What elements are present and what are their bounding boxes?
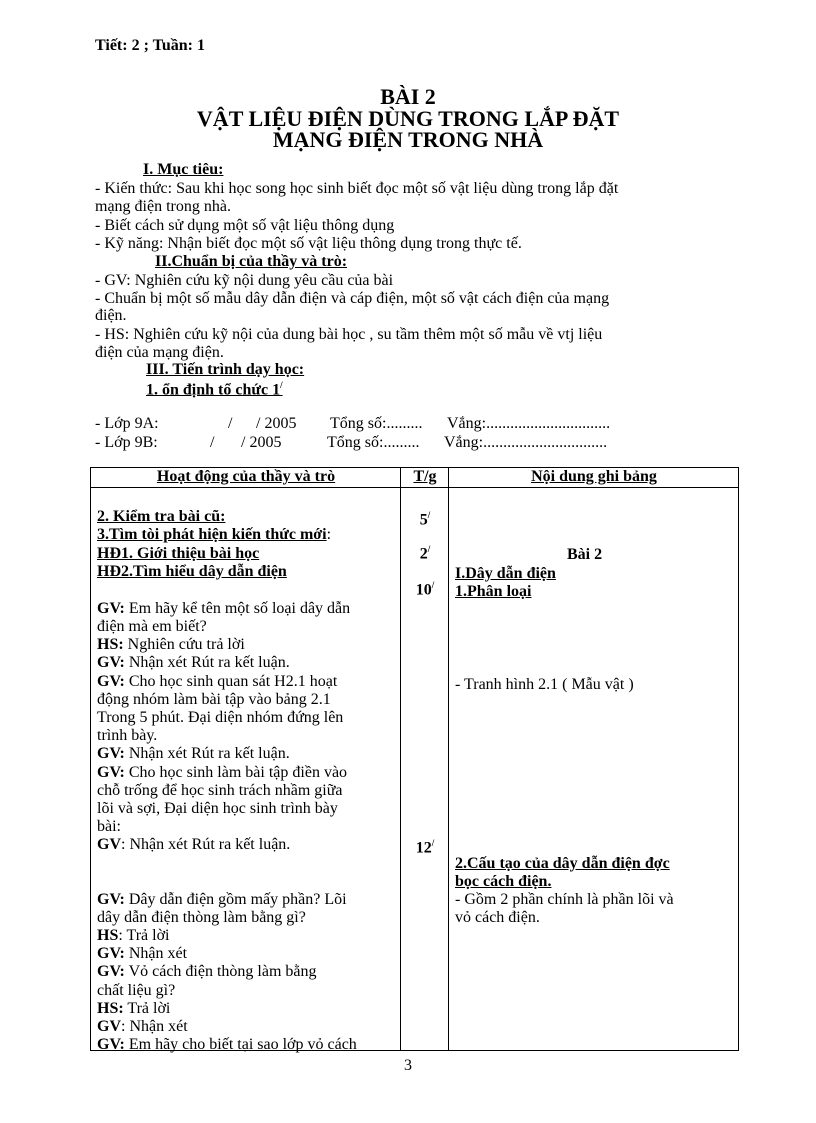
process-subheading: 1. ổn định tổ chức 1/	[146, 380, 283, 399]
board-section-wire: I.Dây dẫn điện	[455, 565, 556, 582]
process-heading: III. Tiến trình dạy học:	[146, 361, 305, 378]
student-line: HS: Nghiên cứu trả lời	[97, 636, 245, 653]
student-line: HS: Trả lời	[97, 927, 170, 944]
lesson-week: Tiết: 2 ; Tuần: 1	[95, 37, 205, 54]
teacher-line: GV: Nhận xét Rút ra kết luận.	[97, 836, 291, 853]
board-subsection-classification: 1.Phân loại	[455, 583, 532, 600]
teacher-line: động nhóm làm bài tập vào bảng 2.1	[97, 691, 331, 708]
table-header-activity: Hoạt động của thầy và trò	[91, 468, 401, 488]
preparation-line: - GV: Nghiên cứu kỹ nội dung yêu cầu của bài	[95, 272, 394, 289]
teacher-line: điện mà em biết?	[97, 618, 207, 635]
teacher-line: chất liệu gì?	[97, 982, 176, 999]
board-subsection-structure: 2.Cấu tạo của dây dẫn điện đợc	[455, 855, 670, 872]
teacher-line: GV: Nhận xét	[97, 945, 188, 962]
preparation-line: - HS: Nghiên cứu kỹ nội của dung bài học , su tầm thêm một số mẫu về vtj liệu	[95, 326, 603, 343]
board-lesson-title: Bài 2	[567, 546, 603, 563]
lesson-table	[90, 467, 739, 1051]
activity-cell	[91, 488, 401, 1051]
page-number: 3	[404, 1057, 412, 1074]
class-absent: Vắng:...............................	[447, 415, 611, 432]
class-date-slash: /	[210, 434, 215, 451]
teacher-line: GV: Nhận xét Rút ra kết luận.	[97, 745, 290, 762]
teacher-line: lõi và sợi, Đại diện học sinh trình bày	[97, 800, 338, 817]
teacher-line: GV: Nhận xét	[97, 1018, 188, 1035]
class-absent: Vắng:...............................	[444, 434, 608, 451]
board-note: - Tranh hình 2.1 ( Mẫu vật )	[455, 676, 634, 693]
class-total: Tổng số:.........	[327, 434, 420, 451]
preparation-line: điện.	[95, 307, 127, 324]
objective-line: - Kiến thức: Sau khi học song học sinh biết đọc một số vật liệu dùng trong lắp đặt	[95, 180, 619, 197]
activity-1-heading: HĐ1. Giới thiệu bài học	[97, 545, 260, 562]
teacher-line: chỗ trống để học sinh trách nhầm giữa	[97, 782, 343, 799]
teacher-line: GV: Em hãy kể tên một số loại dây dẫn	[97, 600, 351, 617]
time-value: 10/	[415, 580, 435, 599]
content-cell	[449, 488, 739, 1051]
class-total: Tổng số:.........	[330, 415, 423, 432]
title-line-1: VẬT LIỆU ĐIỆN DÙNG TRONG LẮP ĐẶT	[196, 106, 620, 131]
teacher-line: bài:	[97, 818, 121, 835]
table-header-time: T/g	[401, 468, 449, 488]
class-date: / 2005	[241, 434, 282, 451]
time-value: 12/	[415, 838, 435, 857]
board-subsection-structure: bọc cách điện.	[455, 873, 552, 890]
time-value: 2/	[419, 544, 431, 563]
student-line: HS: Trả lời	[97, 1000, 171, 1017]
preparation-line: điện của mạng điện.	[95, 344, 224, 361]
board-note: - Gồm 2 phần chính là phần lõi và	[455, 891, 674, 908]
preparation-line: - Chuẩn bị một số mẫu dây dẫn điện và cáp điện, một số vật cách điện của mạng	[95, 290, 610, 307]
teacher-line: GV: Dây dẫn điện gồm mấy phần? Lõi	[97, 891, 347, 908]
table-header-content: Nội dung ghi bảng	[449, 468, 739, 488]
board-note: vỏ cách điện.	[455, 909, 540, 926]
teacher-line: GV: Vỏ cách điện thòng làm bằng	[97, 963, 317, 980]
objective-line: - Kỹ năng: Nhận biết đọc một số vật liệu thông dụng trong thực tế.	[95, 235, 522, 252]
teacher-line: trình bày.	[97, 727, 158, 744]
activity-2-heading: HĐ2.Tìm hiểu dây dẫn điện	[97, 563, 287, 580]
teacher-line: GV: Nhận xét Rút ra kết luận.	[97, 654, 290, 671]
class-date: / 2005	[256, 415, 297, 432]
objective-line: mạng điện trong nhà.	[95, 198, 231, 215]
time-cell	[401, 488, 449, 1051]
old-lesson-check: 2. Kiểm tra bài cũ:	[97, 508, 226, 525]
time-value: 5/	[419, 510, 431, 529]
class-date-slash: /	[228, 415, 233, 432]
objectives-heading: I. Mục tiêu:	[143, 161, 224, 178]
class-name: - Lớp 9A:	[95, 415, 159, 432]
teacher-line: GV: Cho học sinh làm bài tập điền vào	[97, 764, 348, 781]
objective-line: - Biết cách sử dụng một số vật liệu thông dụng	[95, 217, 395, 234]
teacher-line: GV: Em hãy cho biết tại sao lớp vỏ cách	[97, 1036, 357, 1053]
class-name: - Lớp 9B:	[95, 434, 158, 451]
preparation-heading: II.Chuẩn bị của thầy và trò:	[155, 253, 348, 270]
title-line-2: MẠNG ĐIỆN TRONG NHÀ	[272, 127, 544, 152]
new-knowledge-heading: 3.Tìm tòi phát hiện kiến thức mới:	[97, 526, 332, 543]
teacher-line: Trong 5 phút. Đại diện nhóm đứng lên	[97, 709, 344, 726]
teacher-line: dây dẫn điện thòng làm bằng gì?	[97, 909, 306, 926]
lesson-number: BÀI 2	[380, 84, 436, 109]
teacher-line: GV: Cho học sinh quan sát H2.1 hoạt	[97, 673, 338, 690]
